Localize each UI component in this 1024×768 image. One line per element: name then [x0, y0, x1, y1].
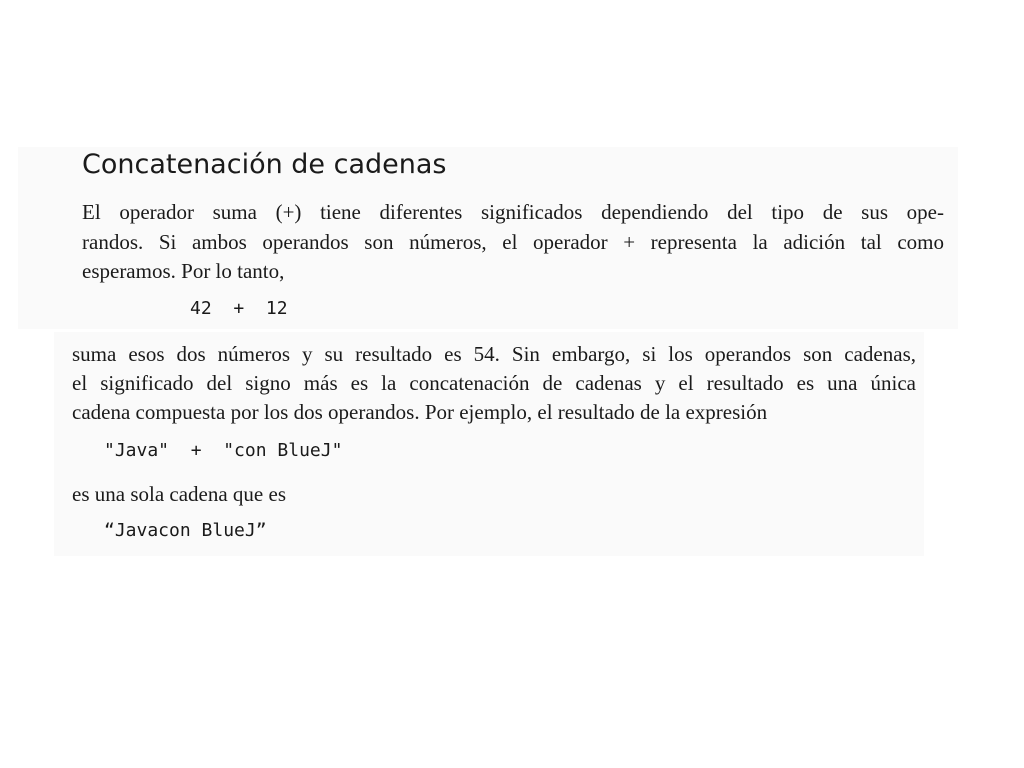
code-example-result: “Javacon BlueJ”	[104, 520, 267, 541]
paragraph-1-line-3: esperamos. Por lo tanto,	[82, 259, 285, 283]
paragraph-3: es una sola cadena que es	[72, 482, 286, 506]
paragraph-1-line-1: El operador suma (+) tiene diferentes significados dependiendo del tipo de sus ope-	[82, 200, 944, 224]
paragraph-2-line-2: el significado del signo más es la concatenación de cadenas y el resultado es una única	[72, 371, 916, 395]
paragraph-1-line-2: randos. Si ambos operandos son números, el operador + representa la adición tal como	[82, 230, 944, 254]
paragraph-2-line-1: suma esos dos números y su resultado es 54. Sin embargo, si los operandos son cadenas,	[72, 342, 916, 366]
paragraph-2-line-3: cadena compuesta por los dos operandos. Por ejemplo, el resultado de la expresión	[72, 400, 768, 424]
code-example-addition: 42 + 12	[190, 298, 288, 319]
code-example-concatenation: "Java" + "con BlueJ"	[104, 440, 343, 461]
section-heading: Concatenación de cadenas	[82, 149, 447, 180]
